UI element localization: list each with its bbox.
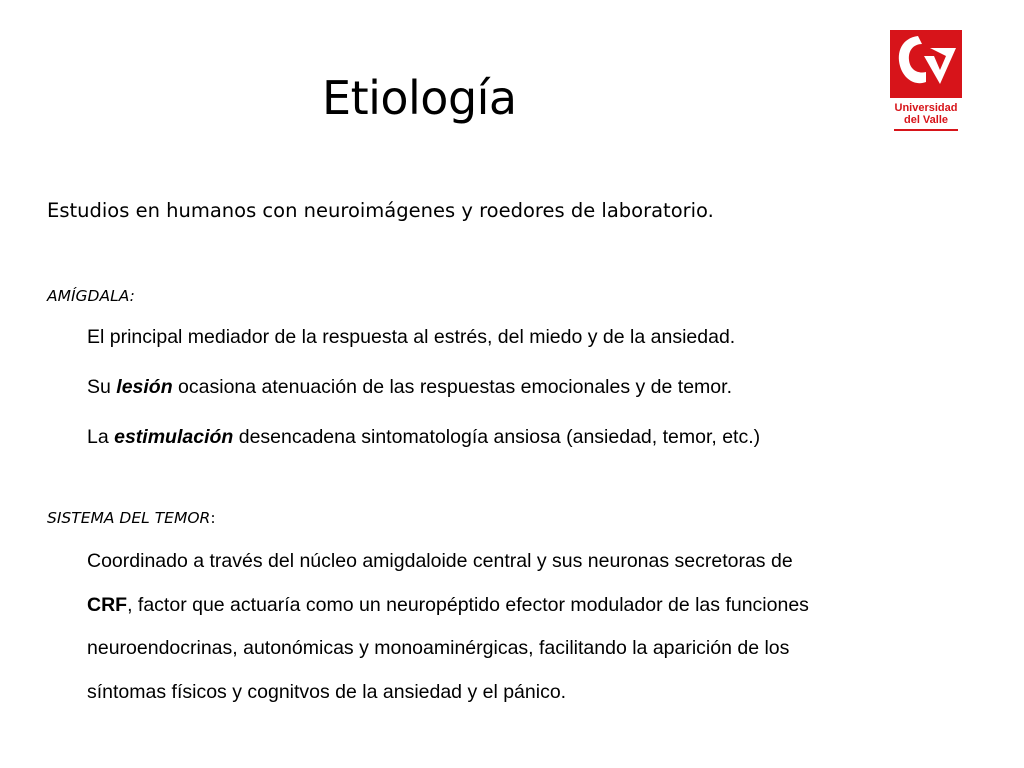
slide-title: Etiología: [322, 71, 517, 125]
sistema-temor-heading-text: SISTEMA DEL TEMOR: [47, 509, 211, 527]
amigdala-line-2-prefix: Su: [87, 376, 117, 398]
logo-emblem-icon: [890, 30, 962, 98]
amigdala-line-1: El principal mediador de la respuesta al estrés, del miedo y de la ansiedad.: [87, 326, 736, 348]
logo-text-line2: del Valle: [903, 114, 949, 126]
sistema-temor-heading: [47, 506, 216, 530]
sistema-temor-line-2: [87, 591, 809, 619]
amigdala-line-3-suffix: desencadena sintomatología ansiosa (ansiedad, temor, etc.): [233, 426, 761, 448]
sistema-temor-line-3: neuroendocrinas, autonómicas y monoaminérgicas, facilitando la aparición de los: [87, 637, 790, 659]
sistema-temor-line-2-rest: , factor que actuaría como un neuropéptido efector modulador de las funciones: [127, 594, 809, 616]
logo-underline: [894, 129, 958, 131]
intro-text: Estudios en humanos con neuroimágenes y roedores de laboratorio.: [47, 199, 714, 222]
amigdala-line-2: [87, 373, 732, 401]
amigdala-line-2-suffix: ocasiona atenuación de las respuestas emocionales y de temor.: [172, 376, 732, 398]
amigdala-heading: AMÍGDALA:: [47, 287, 135, 305]
amigdala-line-3-prefix: La: [87, 426, 115, 448]
sistema-temor-line-1: Coordinado a través del núcleo amigdaloide central y sus neuronas secretoras de: [87, 550, 793, 572]
university-logo: [886, 28, 966, 136]
amigdala-line-2-emphasis: lesión: [116, 376, 173, 398]
amigdala-line-3-emphasis: estimulación: [114, 426, 234, 448]
sistema-temor-heading-colon: :: [210, 509, 216, 527]
crf-term: CRF: [87, 594, 128, 616]
sistema-temor-line-4: síntomas físicos y cognitvos de la ansiedad y el pánico.: [87, 681, 567, 703]
logo-text-line1: Universidad: [894, 102, 958, 114]
amigdala-line-3: [87, 423, 760, 451]
